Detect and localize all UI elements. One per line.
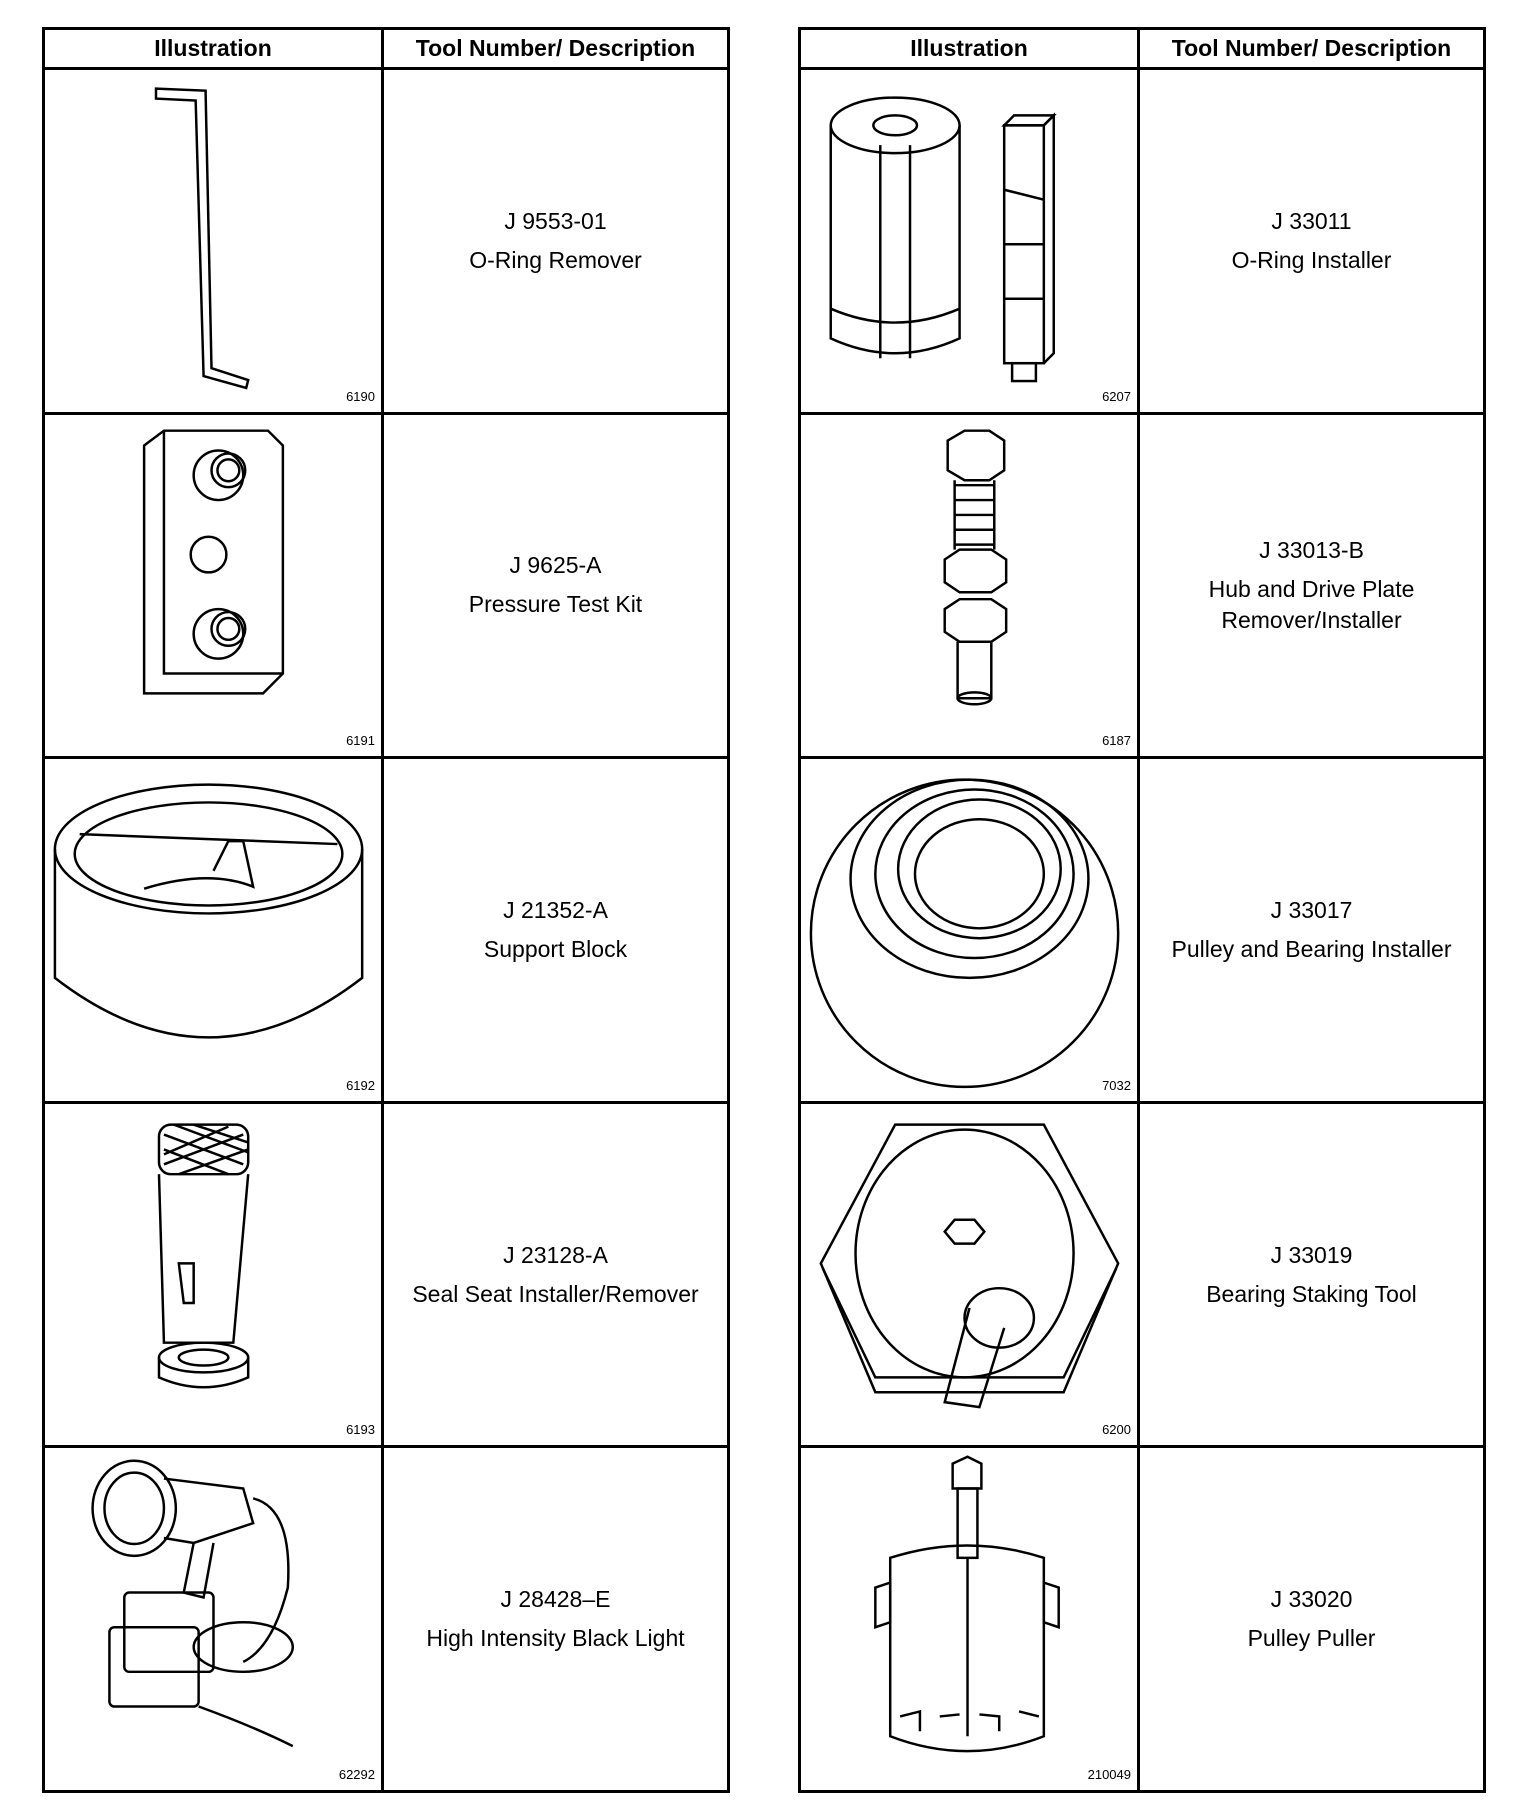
- black-light-icon: [45, 1448, 384, 1790]
- tool-name: Bearing Staking Tool: [1206, 1280, 1417, 1307]
- header-description: Tool Number/ Description: [415, 35, 696, 61]
- tool-description: [384, 1448, 727, 1790]
- tool-description: [1140, 415, 1483, 757]
- hub-drive-plate-tool-icon: [801, 415, 1140, 757]
- table-row: [801, 70, 1483, 415]
- pulley-puller-icon: [801, 1448, 1140, 1790]
- table-row: [45, 70, 727, 415]
- table-row: [801, 1104, 1483, 1449]
- tool-number: J 21352-A: [503, 896, 608, 923]
- o-ring-installer-icon: [801, 70, 1140, 412]
- tool-number: J 33019: [1270, 1241, 1353, 1268]
- table-row: [45, 1104, 727, 1449]
- tool-name: High Intensity Black Light: [426, 1625, 685, 1652]
- tool-description: [1140, 70, 1483, 412]
- tool-name: Seal Seat Installer/Remover: [412, 1280, 699, 1307]
- tool-name: O-Ring Remover: [469, 246, 642, 273]
- tool-name: Hub and Drive Plate Remover/Installer: [1208, 575, 1415, 633]
- tool-number: J 33011: [1271, 207, 1352, 234]
- tool-table-left: [42, 27, 730, 1793]
- table-row: [45, 1448, 727, 1790]
- tool-description: [1140, 1448, 1483, 1790]
- tool-name: Support Block: [483, 935, 628, 962]
- header-description: Tool Number/ Description: [1171, 35, 1452, 61]
- figure-number: 6207: [1102, 388, 1131, 404]
- header-illustration: Illustration: [801, 30, 1140, 67]
- tool-name: Pulley and Bearing Installer: [1171, 935, 1452, 962]
- tool-description: [1140, 759, 1483, 1101]
- table-header: [45, 30, 727, 70]
- tool-number: J 33020: [1270, 1586, 1353, 1613]
- support-block-icon: [45, 759, 384, 1101]
- tool-name: Pressure Test Kit: [468, 591, 643, 618]
- tool-number: J 33013-B: [1259, 536, 1364, 563]
- table-row: [45, 415, 727, 760]
- tool-table-right: [798, 27, 1486, 1793]
- figure-number: 210049: [1087, 1766, 1131, 1782]
- figure-number: 6191: [346, 733, 375, 749]
- tool-description: [384, 415, 727, 757]
- table-row: [801, 759, 1483, 1104]
- table-row: [801, 415, 1483, 760]
- pressure-test-kit-icon: [45, 415, 384, 757]
- tool-name: O-Ring Installer: [1231, 246, 1392, 273]
- tool-number: J 9553-01: [504, 207, 607, 234]
- tool-description: [384, 70, 727, 412]
- tool-number: J 33017: [1270, 896, 1353, 923]
- table-row: [801, 1448, 1483, 1790]
- figure-number: 7032: [1102, 1077, 1131, 1093]
- tool-description: [384, 1104, 727, 1446]
- tool-description: [384, 759, 727, 1101]
- figure-number: 6187: [1102, 733, 1131, 749]
- tool-number: J 28428–E: [500, 1586, 611, 1613]
- table-header: [801, 30, 1483, 70]
- figure-number: 6190: [346, 388, 375, 404]
- tool-name: Pulley Puller: [1247, 1625, 1376, 1652]
- seal-seat-installer-icon: [45, 1104, 384, 1446]
- bearing-staking-tool-icon: [801, 1104, 1140, 1446]
- pulley-bearing-installer-icon: [801, 759, 1140, 1101]
- figure-number: 6193: [346, 1422, 375, 1438]
- figure-number: 6200: [1102, 1422, 1131, 1438]
- tool-description: [1140, 1104, 1483, 1446]
- tool-number: J 9625-A: [509, 552, 602, 579]
- table-row: [45, 759, 727, 1104]
- o-ring-remover-icon: [45, 70, 384, 412]
- figure-number: 62292: [338, 1766, 375, 1782]
- figure-number: 6192: [346, 1077, 375, 1093]
- header-illustration: Illustration: [45, 30, 384, 67]
- tool-number: J 23128-A: [503, 1241, 608, 1268]
